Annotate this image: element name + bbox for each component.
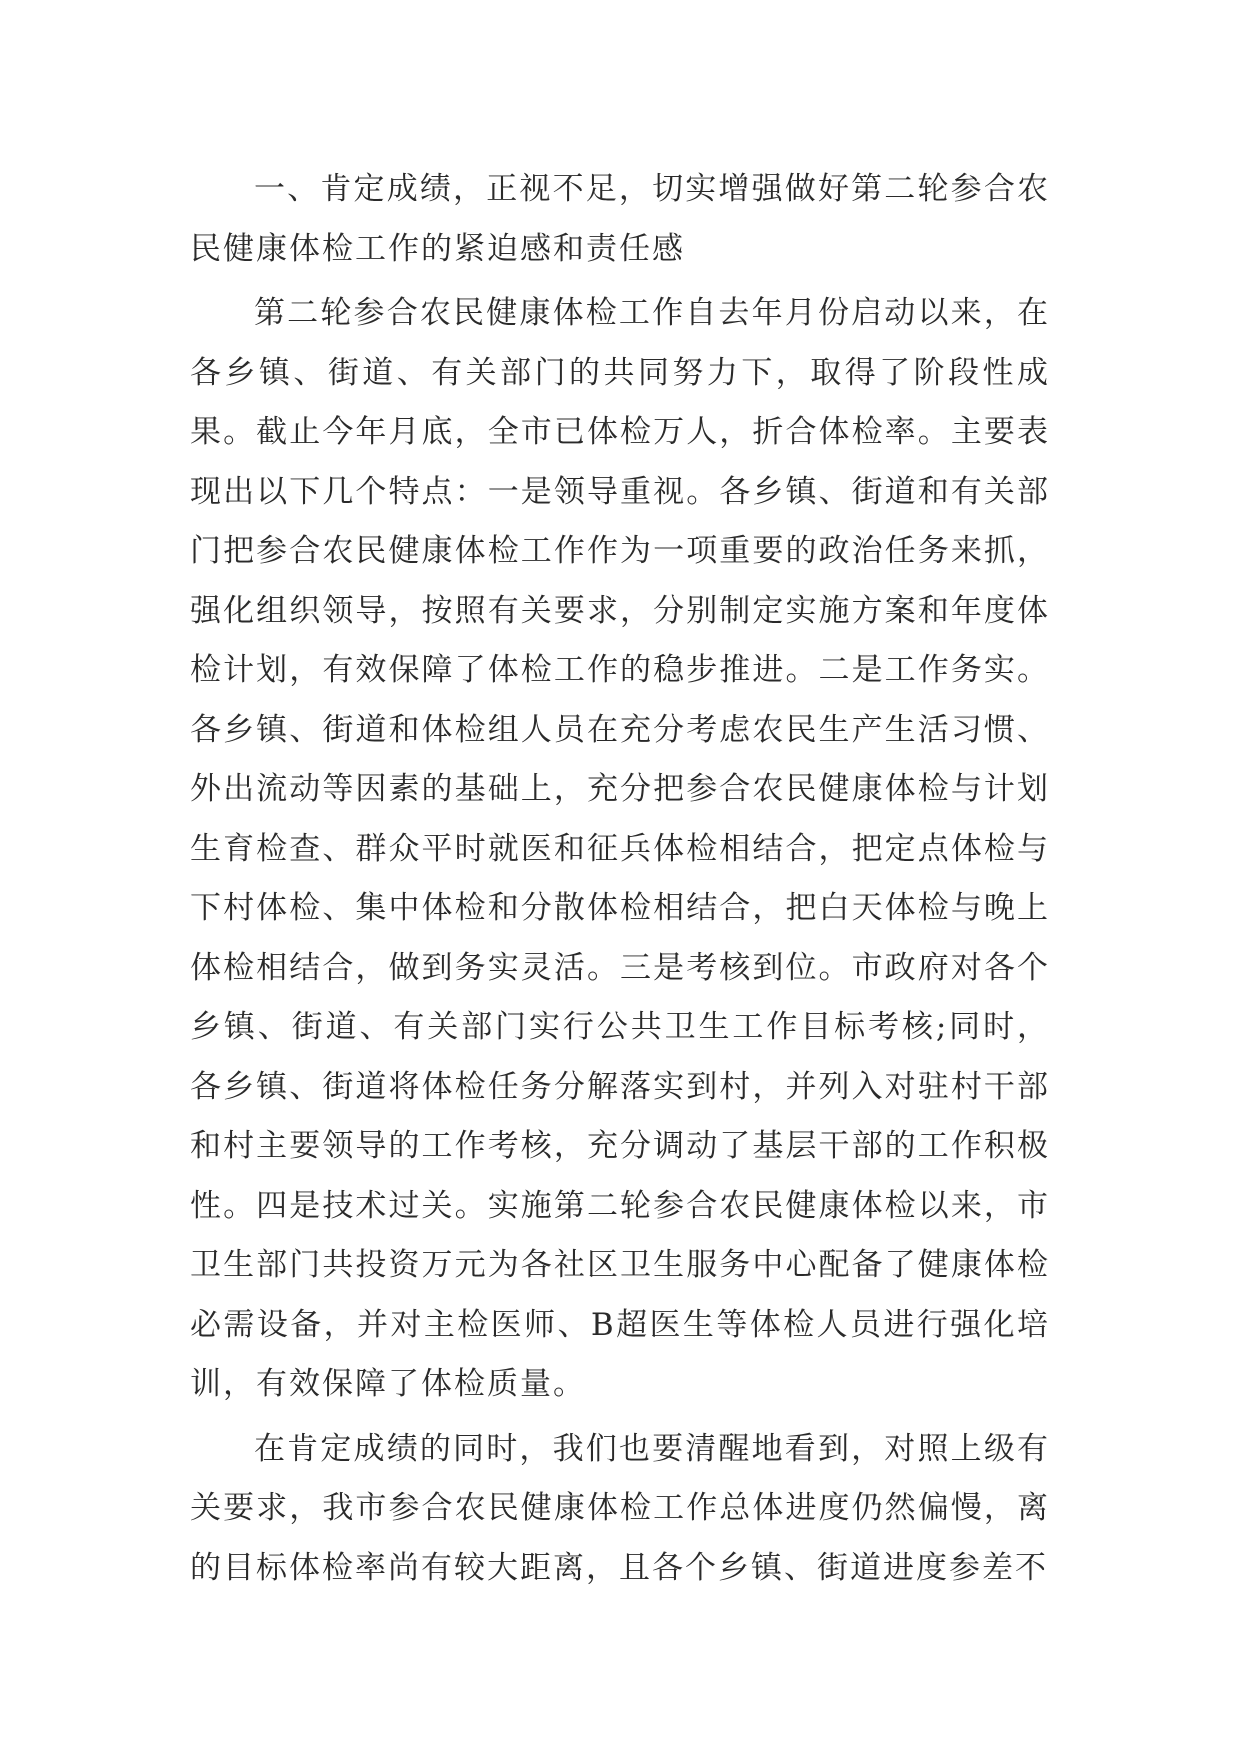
paragraph-shortcomings: 在肯定成绩的同时，我们也要清醒地看到，对照上级有关要求，我市参合农民健康体检工作总体进度仍然偏慢，离的目标体检率尚有较大距离，且各个乡镇、街道进度参差不 xyxy=(190,1430,1050,1586)
section-heading: 一、肯定成绩，正视不足，切实增强做好第二轮参合农民健康体检工作的紧迫感和责任感 xyxy=(190,171,1050,267)
paragraph-achievements: 第二轮参合农民健康体检工作自去年月份启动以来，在各乡镇、街道、有关部门的共同努力下，取得了阶段性成果。截止今年月底，全市已体检万人，折合体检率。主要表现出以下几个特点：一是领导重视。各乡镇、街道和有关部门把参合农民健康体检工作作为一项重要的政治任务来抓，强化组织领导，按照有关要求，分别制定实施方案和年度体检计划，有效保障了体检工作的稳步推进。二是工作务实。各乡镇、街道和体检组人员在充分考虑农民生产生活习惯、外出流动等因素的基础上，充分把参合农民健康体检与计划生育检查、群众平时就医和征兵体检相结合，把定点体检与下村体检、集中体检和分散体检相结合，把白天体检与晚上体检相结合，做到务实灵活。三是考核到位。市政府对各个乡镇、街道、有关部门实行公共卫生工作目标考核;同时，各乡镇、街道将体检任务分解落实到村，并列入对驻村干部和村主要领导的工作考核，充分调动了基层干部的工作积极性。四是技术过关。实施第二轮参合农民健康体检以来，市卫生部门共投资万元为各社区卫生服务中心配备了健康体检必需设备，并对主检医师、B超医生等体检人员进行强化培训，有效保障了体检质量。 xyxy=(190,295,1050,1402)
document-body xyxy=(190,160,1050,1598)
